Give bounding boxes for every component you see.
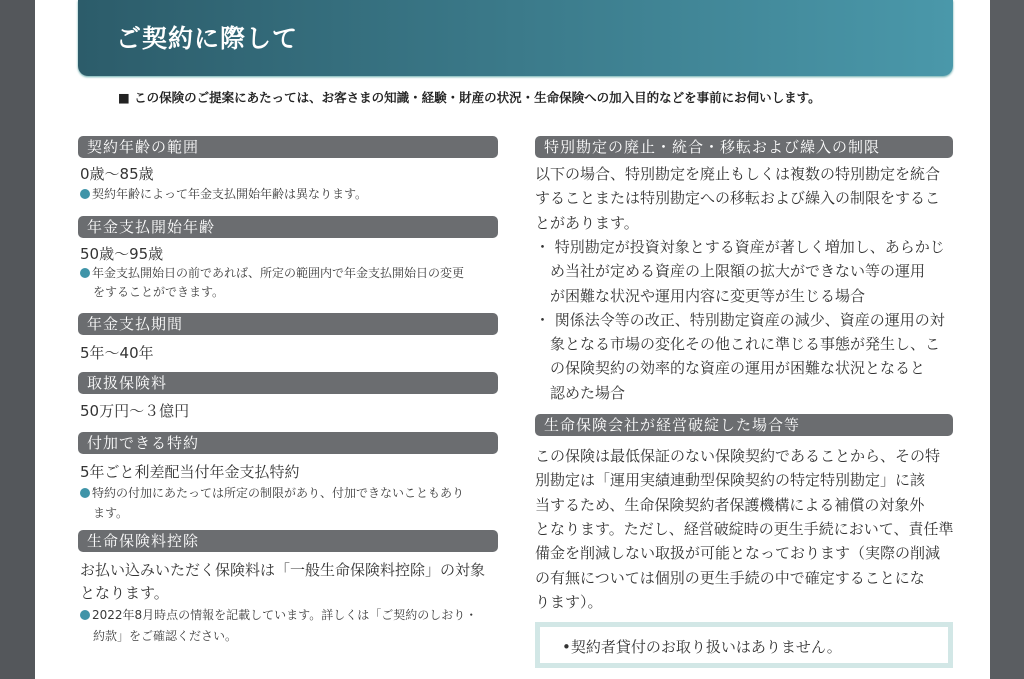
body-line: することまたは特別勘定への移転および繰入の制限をするこ: [535, 189, 941, 208]
body-line: とがあります。: [535, 213, 639, 232]
body-line: 認めた場合: [535, 383, 626, 402]
section-value: 5年ごと利差配当付年金支払特約: [80, 463, 300, 481]
section-heading: 生命保険会社が経営破綻した場合等: [535, 414, 953, 436]
section-heading: 契約年齢の範囲: [78, 136, 498, 158]
page-title: ご契約に際して: [116, 24, 299, 53]
bullet-dot-icon: [80, 268, 90, 278]
bullet-dot-icon: [80, 488, 90, 498]
body-line: め当社が定める資産の上限額の拡大ができない等の運用: [535, 262, 926, 281]
loan-notice-box: [535, 622, 953, 668]
note-text: をすることができます。: [93, 285, 225, 299]
viewer-scrollbar-area[interactable]: [990, 0, 1024, 679]
body-line: ・ 関係法令等の改正、特別勘定資産の減少、資産の運用の対: [535, 310, 945, 329]
note-text: ます。: [93, 506, 129, 520]
body-line: 象となる市場の変化その他これに準じる事態が発生し、こ: [535, 335, 941, 354]
bullet-dot-icon: [80, 189, 90, 199]
bullet-dot-icon: [80, 610, 90, 620]
body-line: の有無については個別の更生手続の中で確定することにな: [535, 568, 925, 587]
note-text: 特約の付加にあたっては所定の制限があり、付加できないこともあり: [92, 486, 465, 500]
note-text: 年金支払開始日の前であれば、所定の範囲内で年金支払開始日の変更: [92, 266, 465, 280]
loan-notice-text: •契約者貸付のお取り扱いはありません。: [562, 638, 842, 656]
body-line: が困難な状況や運用内容に変更等が生じる場合: [535, 286, 866, 305]
section-heading: 生命保険料控除: [78, 530, 498, 552]
body-line: ります）。: [535, 592, 603, 611]
body-line: の保険契約の効率的な資産の運用が困難な状況となると: [535, 359, 926, 378]
section-value: 50万円〜３億円: [80, 402, 190, 420]
section-value: となります。: [80, 584, 169, 602]
section-value: 5年〜40年: [80, 344, 154, 362]
section-value: 50歳〜95歳: [80, 245, 164, 263]
section-heading: 特別勘定の廃止・統合・移転および繰入の制限: [535, 136, 953, 158]
note-text: 契約年齢によって年金支払開始年齢は異なります。: [92, 187, 368, 201]
section-heading: 年金支払期間: [78, 313, 498, 335]
note: [80, 606, 477, 623]
note-text: 約款」をご確認ください。: [93, 629, 238, 643]
title-banner: [78, 0, 953, 76]
note: [80, 264, 464, 281]
note: [80, 185, 367, 202]
body-line: 備金を削減しない取扱が可能となっております（実際の削減: [535, 544, 941, 563]
body-line: 以下の場合、特別勘定を廃止もしくは複数の特別勘定を統合: [535, 165, 941, 183]
body-line: 当するため、生命保険契約者保護機構による補償の対象外: [535, 495, 925, 514]
section-heading: 付加できる特約: [78, 432, 498, 454]
section-heading: 取扱保険料: [78, 372, 498, 394]
body-line: 別勘定は「運用実績連動型保険契約の特定特別勘定」に該: [535, 471, 926, 490]
section-heading: 年金支払開始年齢: [78, 216, 498, 238]
body-line: となります。ただし、経営破綻時の更生手続において、責任準: [535, 519, 954, 538]
body-line: ・ 特別勘定が投資対象とする資産が著しく増加し、あらかじ: [535, 237, 945, 256]
body-line: この保険は最低保証のない保険契約であることから、その特: [535, 447, 941, 465]
section-value: 0歳〜85歳: [80, 165, 154, 183]
note: [80, 484, 464, 501]
note-text: 2022年8月時点の情報を記載しています。詳しくは「ご契約のしおり・: [92, 608, 478, 622]
intro-text: ■ この保険のご提案にあたっては、お客さまの知識・経験・財産の状況・生命保険への加入目的などを事前にお伺いします。: [118, 90, 821, 105]
section-value: お払い込みいただく保険料は「一般生命保険料控除」の対象: [80, 561, 486, 579]
